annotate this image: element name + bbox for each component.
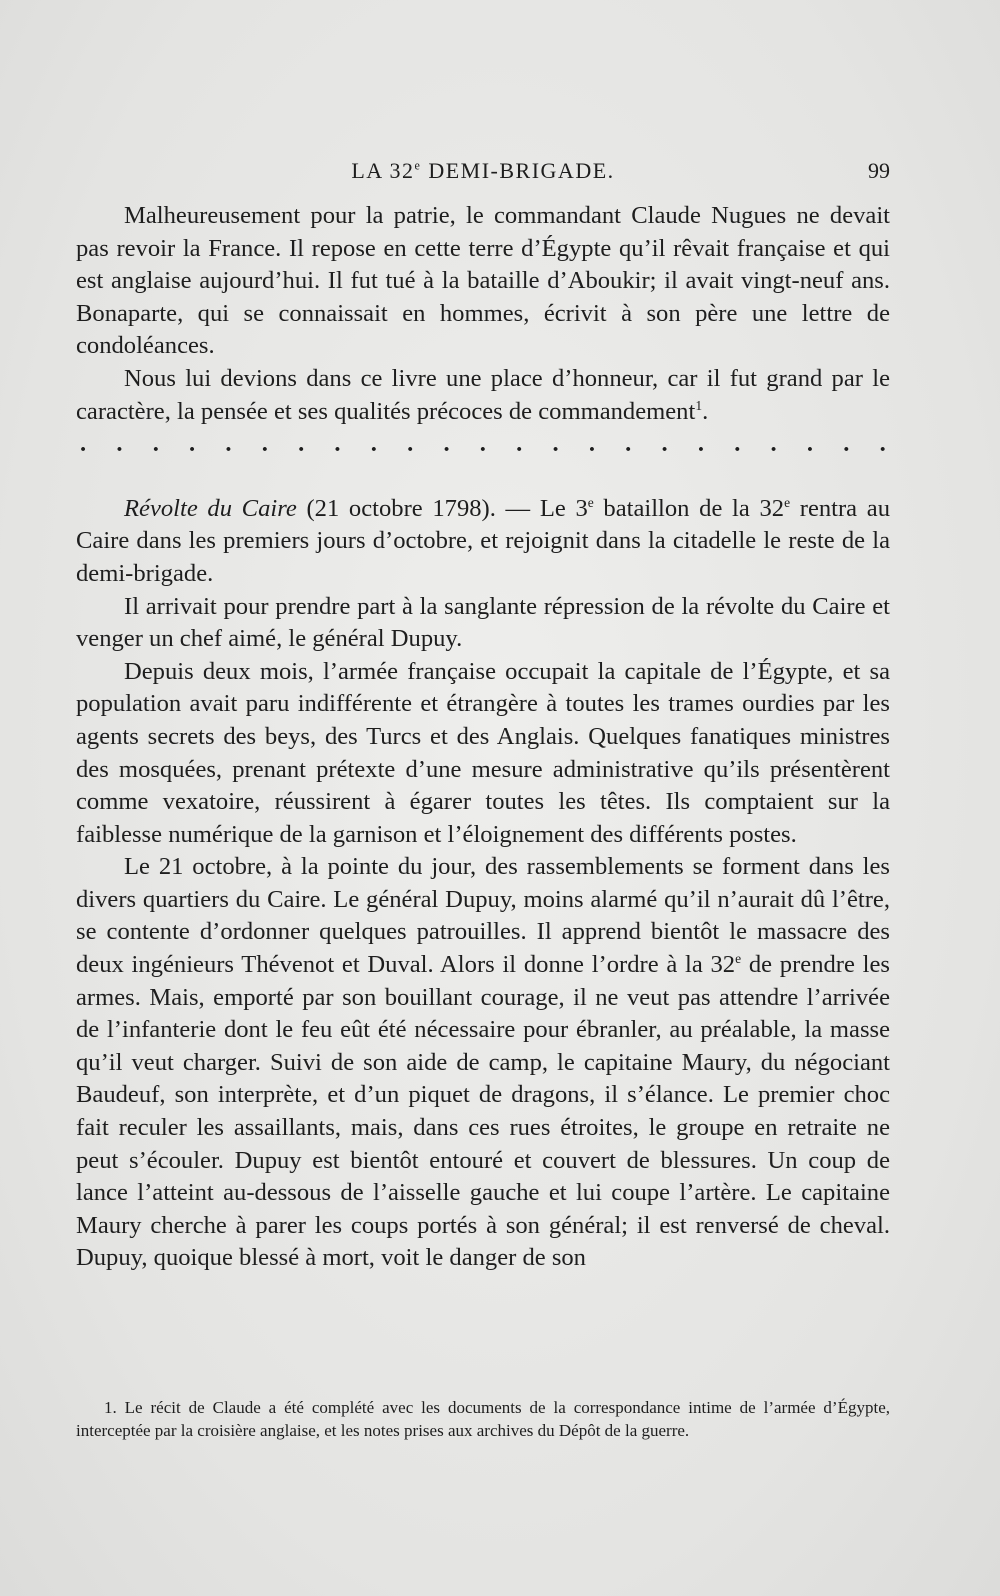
paragraph-honneur-end: .	[702, 397, 709, 425]
ellipsis-separator	[76, 428, 890, 461]
ellipsis-dot: .	[552, 430, 559, 458]
paragraph-revolte-mid: bataillon de la 32	[593, 494, 785, 522]
footnote-reference: 1	[695, 397, 703, 413]
ordinal-superscript: e	[784, 494, 791, 510]
paragraph-honneur	[76, 363, 890, 428]
ellipsis-dot: .	[770, 430, 777, 458]
paragraph-revolte	[76, 493, 890, 591]
paragraph-revolte-end: rentra au Caire dans les premiers jours d’octobre, et rejoignit dans la citadelle le reste de la demi-brigade.	[76, 494, 890, 587]
ellipsis-dot: .	[661, 430, 668, 458]
running-title	[76, 158, 890, 184]
ellipsis-dot: .	[298, 430, 305, 458]
ellipsis-dot: .	[697, 430, 704, 458]
running-title-suffix: DEMI-BRIGADE.	[421, 158, 615, 183]
ellipsis-dot: .	[116, 430, 123, 458]
ordinal-superscript: e	[587, 494, 594, 510]
ellipsis-dot: .	[334, 430, 341, 458]
section-title: Révolte du Caire	[124, 494, 297, 522]
ellipsis-dot: .	[479, 430, 486, 458]
page-header	[76, 158, 890, 188]
ordinal-superscript: e	[735, 950, 742, 966]
ellipsis-dot: .	[879, 430, 886, 458]
footnote-text: Le récit de Claude a été complété avec les documents de la correspondance intime de l’armée d’Égypte, interceptée par la croisière anglaise, et les notes prises aux archives du Dépôt de la guerre.	[76, 1398, 890, 1440]
footnote-mark: 1.	[104, 1398, 117, 1417]
ellipsis-dot: .	[734, 430, 741, 458]
ellipsis-dot: .	[80, 430, 87, 458]
footnote	[76, 1396, 890, 1442]
ellipsis-dot: .	[152, 430, 159, 458]
page-number: 99	[868, 158, 890, 183]
ellipsis-dot: .	[516, 430, 523, 458]
ellipsis-dot: .	[588, 430, 595, 458]
paragraph-arrivee: Il arrivait pour prendre part à la sanglante répression de la révolte du Caire et venger un chef aimé, le général Dupuy.	[76, 592, 890, 653]
section-spacer	[76, 461, 890, 493]
paragraph-21-octobre-start: Le 21 octobre, à la pointe du jour, des rassemblements se forment dans les divers quartiers du Caire. Le général Dupuy, moins alarmé qu’il n’aurait dû l’être, se contente d’ordonner quelques patrouilles. Il apprend bientôt le massacre des deux ingénieurs Thévenot et Duval. Alors il donne l’ordre à la 32	[76, 853, 890, 979]
ellipsis-dot: .	[189, 430, 196, 458]
ellipsis-dot: .	[261, 430, 268, 458]
section-date: (21 octobre 1798). — Le 3	[296, 494, 588, 522]
ellipsis-dot: .	[806, 430, 814, 458]
paragraph-21-octobre-end: de prendre les armes. Mais, emporté par son bouillant courage, il ne veut pas attendre l’arrivée de l’infanterie dont le feu eût été nécessaire pour ébranler, au préalable, la masse qu’il veut charger. Suivi de son aide de camp, le capitaine Maury, du négociant Baudeuf, son interprète, et d’un piquet de dragons, il s’élance. Le premier choc fait reculer les assaillants, mais, dans ces rues étroites, le groupe en retraite ne peut s’écouler. Dupuy est bientôt entouré et couvert de blessures. Un coup de lance l’atteint au-dessous de l’aisselle gauche et lui coupe l’artère. Le capitaine Maury cherche à parer les coups portés à son général; il est renversé de cheval. Dupuy, quoique blessé à mort, voit le danger de son	[76, 951, 890, 1272]
body-text	[76, 200, 890, 1275]
ellipsis-dot: .	[407, 430, 414, 458]
ellipsis-dot: .	[370, 430, 377, 458]
running-title-text: LA 32	[351, 158, 415, 183]
ellipsis-dot: .	[225, 430, 232, 458]
ellipsis-dot: .	[625, 430, 632, 458]
paragraph-occupation: Depuis deux mois, l’armée française occupait la capitale de l’Égypte, et sa population avait paru indifférente et étrangère à toutes les trames ourdies par les agents secrets des beys, des Turcs et des Anglais. Quelques fanatiques ministres des mosquées, prenant prétexte d’une mesure administrative qu’ils présentèrent comme vexatoire, réussirent à égarer toutes les têtes. Ils comptaient sur la faiblesse numérique de la garnison et l’éloignement des différents postes.	[76, 657, 890, 848]
ellipsis-dot: .	[843, 430, 850, 458]
running-title-superscript: e	[414, 158, 422, 173]
paragraph-honneur-text: Nous lui devions dans ce livre une place d’honneur, car il fut grand par le caractère, la pensée et ses qualités précoces de commandement	[76, 364, 890, 425]
paragraph-21-octobre	[76, 851, 890, 1275]
paragraph-nugues: Malheureusement pour la patrie, le commandant Claude Nugues ne devait pas revoir la France. Il repose en cette terre d’Égypte qu’il rêvait française et qui est anglaise aujourd’hui. Il fut tué à la bataille d’Aboukir; il avait vingt-neuf ans. Bonaparte, qui se connaissait en hommes, écrivit à son père une lettre de condoléances.	[76, 202, 890, 360]
ellipsis-dot: .	[443, 430, 450, 458]
